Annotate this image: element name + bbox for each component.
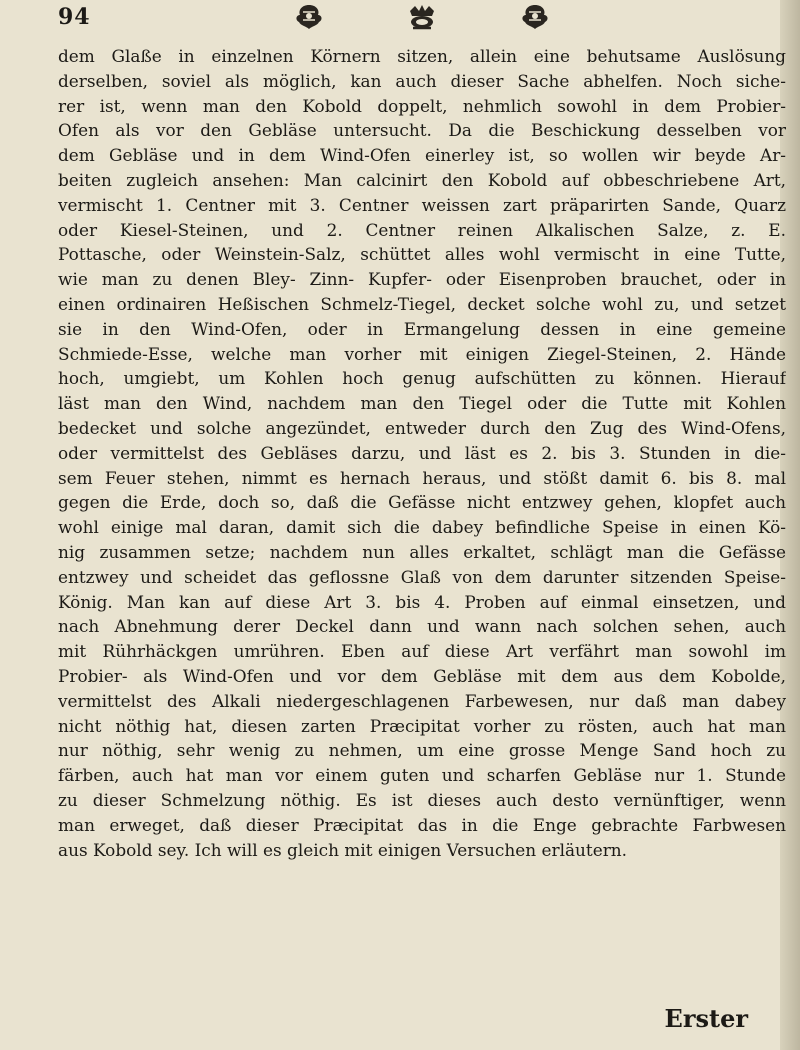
text-line: nig zusammen setze; nachdem nun alles erkaltet, schlägt man die Gefässe (58, 541, 786, 562)
text-line: oder vermittelst des Gebläses darzu, und läst es 2. bis 3. Stunden in die- (58, 442, 786, 463)
text-line: sie in den Wind-Ofen, oder in Ermangelung dessen in eine gemeine (58, 318, 786, 339)
text-line: wie man zu denen Bley- Zinn- Kupfer- oder Eisenproben brauchet, oder in (58, 269, 786, 290)
header-ornaments (292, 0, 552, 34)
text-line: entzwey und scheidet das geflossne Glaß von dem darunter sitzenden Speise- (58, 566, 786, 587)
text-line: Pottasche, oder Weinstein-Salz, schüttet alles wohl vermischt in eine Tutte, (58, 244, 786, 265)
text-line: vermischt 1. Centner mit 3. Centner weissen zart präparirten Sande, Quarz (58, 194, 786, 215)
text-line: wohl einige mal daran, damit sich die dabey befindliche Speise in einen Kö- (58, 517, 786, 538)
text-line: oder Kiesel-Steinen, und 2. Centner reinen Alkalischen Salze, z. E. (58, 219, 786, 240)
page-number: 94 (58, 4, 91, 30)
fleuron-icon (518, 2, 552, 32)
text-line: rer ist, wenn man den Kobold doppelt, nehmlich sowohl in dem Probier- (58, 95, 786, 116)
body-text (58, 44, 786, 862)
text-line: dem Glaße in einzelnen Körnern sitzen, allein eine behutsame Auslösung (58, 46, 786, 66)
crown-fleuron-icon (405, 2, 439, 32)
text-line: nach Abnehmung derer Deckel dann und wann nach solchen sehen, auch (58, 616, 786, 637)
text-line: nicht nöthig hat, diesen zarten Præcipitat vorher zu rösten, auch hat man (58, 715, 786, 736)
text-line: läst man den Wind, nachdem man den Tiegel oder die Tutte mit Kohlen (58, 393, 786, 414)
text-line: hoch, umgiebt, um Kohlen hoch genug aufschütten zu können. Hierauf (58, 368, 786, 389)
text-line: einen ordinairen Heßischen Schmelz-Tiegel, decket solche wohl zu, und setzet (58, 293, 786, 314)
text-line: färben, auch hat man vor einem guten und scharfen Gebläse nur 1. Stunde (58, 765, 786, 786)
text-line: Schmiede-Esse, welche man vorher mit einigen Ziegel-Steinen, 2. Hände (58, 343, 786, 364)
text-line: dem Gebläse und in dem Wind-Ofen einerley ist, so wollen wir beyde Ar- (58, 145, 786, 166)
text-line: vermittelst des Alkali niedergeschlagenen Farbewesen, nur daß man dabey (58, 690, 786, 711)
text-line: bedecket und solche angezündet, entweder durch den Zug des Wind-Ofens, (58, 417, 786, 438)
text-line: König. Man kan auf diese Art 3. bis 4. Proben auf einmal einsetzen, und (58, 591, 786, 612)
text-line: beiten zugleich ansehen: Man calcinirt den Kobold auf obbeschriebene Art, (58, 169, 786, 190)
text-line: aus Kobold sey. Ich will es gleich mit einigen Versuchen erläutern. (58, 839, 628, 860)
text-line: Probier- als Wind-Ofen und vor dem Gebläse mit dem aus dem Kobolde, (58, 665, 786, 686)
text-line: sem Feuer stehen, nimmt es hernach heraus, und stößt damit 6. bis 8. mal (58, 467, 786, 488)
text-line: nur nöthig, sehr wenig zu nehmen, um eine grosse Menge Sand hoch zu (58, 740, 786, 761)
text-line: man erweget, daß dieser Præcipitat das in die Enge gebrachte Farbwesen (58, 814, 786, 835)
text-line: derselben, soviel als möglich, kan auch dieser Sache abhelfen. Noch siche- (58, 70, 786, 91)
text-line: gegen die Erde, doch so, daß die Gefässe nicht entzwey gehen, klopfet auch (58, 492, 786, 513)
text-line: mit Rührhäckgen umrühren. Eben auf diese Art verfährt man sowohl im (58, 641, 786, 662)
catchword: Erster (664, 1004, 748, 1033)
text-line: Ofen als vor den Gebläse untersucht. Da die Beschickung desselben vor (58, 120, 786, 141)
fleuron-icon (292, 2, 326, 32)
text-line: zu dieser Schmelzung nöthig. Es ist dieses auch desto vernünftiger, wenn (58, 789, 786, 810)
